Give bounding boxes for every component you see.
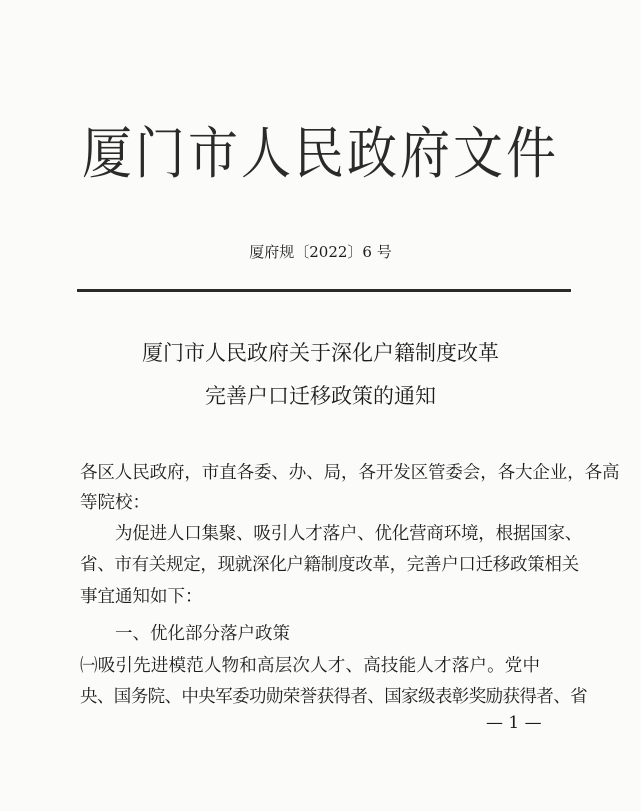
item-1-line-1: ㈠吸引先进模范人物和高层次人才、高技能人才落户。党中 bbox=[80, 656, 541, 676]
address-line-2: 等院校： bbox=[80, 493, 150, 513]
document-header-title: 厦门市人民政府文件 bbox=[82, 121, 559, 187]
document-number: 厦府规〔2022〕6 号 bbox=[249, 243, 392, 261]
item-1-line-2: 央、国务院、中央军委功勋荣誉获得者、国家级表彰奖励获得者、省 bbox=[80, 687, 587, 707]
page-number: — 1 — bbox=[486, 713, 542, 733]
intro-line-2: 省、市有关规定，现就深化户籍制度改革，完善户口迁移政策相关 bbox=[80, 555, 579, 575]
notice-title-line-2: 完善户口迁移政策的通知 bbox=[205, 384, 436, 408]
section-1-heading: 一、优化部分落户政策 bbox=[115, 624, 290, 644]
notice-title-line-1: 厦门市人民政府关于深化户籍制度改革 bbox=[142, 341, 499, 365]
header-divider-line bbox=[77, 289, 571, 292]
address-line-1: 各区人民政府，市直各委、办、局，各开发区管委会，各大企业，各高 bbox=[80, 463, 620, 483]
intro-line-1: 为促进人口集聚、吸引人才落户、优化营商环境，根据国家、 bbox=[115, 524, 583, 544]
intro-line-3: 事宜通知如下： bbox=[80, 587, 203, 607]
